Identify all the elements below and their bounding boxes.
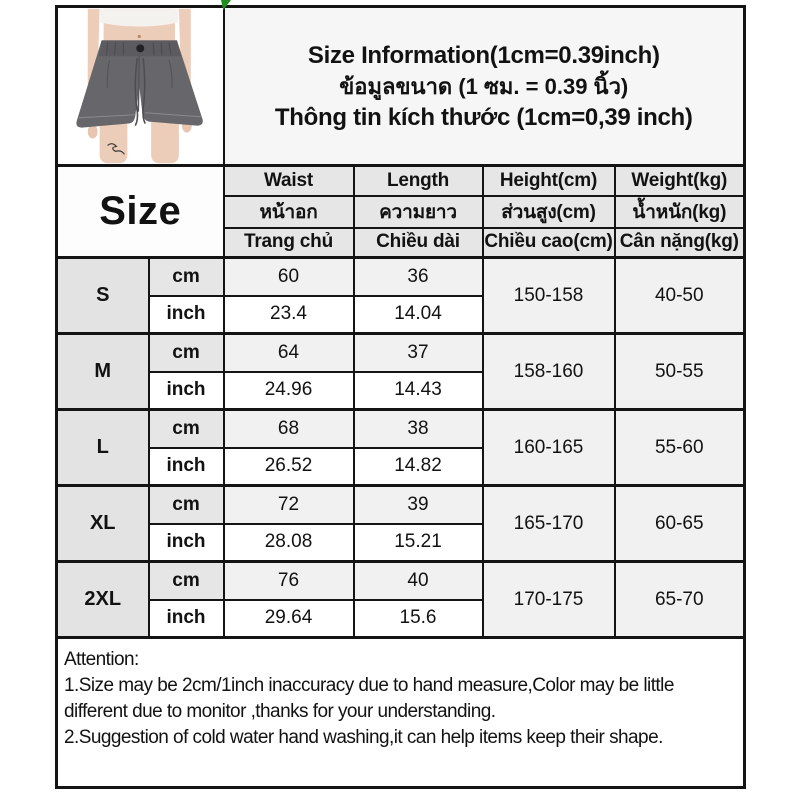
size-chart-table <box>55 5 746 789</box>
length-inch-value: 15.21 <box>354 524 483 562</box>
table-row <box>57 562 745 600</box>
waist-inch-value: 28.08 <box>224 524 354 562</box>
model-photo <box>58 8 223 164</box>
waist-inch-value: 24.96 <box>224 372 354 410</box>
title-english: Size Information(1cm=0.39inch) <box>307 41 660 69</box>
height-range-value: 165-170 <box>483 486 615 562</box>
length-inch-value: 14.04 <box>354 296 483 334</box>
title-vietnamese: Thông tin kích thước (1cm=0,39 inch) <box>274 103 693 131</box>
attention-heading: Attention: <box>64 649 139 670</box>
unit-cm-label: cm <box>149 258 224 296</box>
size-label-s: S <box>57 258 149 334</box>
waist-inch-value: 29.64 <box>224 600 354 638</box>
waist-cm-value: 68 <box>224 410 354 448</box>
length-inch-value: 15.6 <box>354 600 483 638</box>
header-weight-vi: Cân nặng(kg) <box>615 228 745 258</box>
unit-inch-label: inch <box>149 600 224 638</box>
size-label-xl: XL <box>57 486 149 562</box>
unit-cm-label: cm <box>149 334 224 372</box>
header-weight-th: น้ำหนัก(kg) <box>615 196 745 228</box>
table-row <box>57 334 745 372</box>
waist-cm-value: 60 <box>224 258 354 296</box>
length-inch-value: 14.82 <box>354 448 483 486</box>
product-photo-cell <box>57 7 224 166</box>
title-thai: ข้อมูลขนาด (1 ซม. = 0.39 นิ้ว) <box>339 73 629 99</box>
header-length-vi: Chiều dài <box>354 228 483 258</box>
waist-inch-value: 23.4 <box>224 296 354 334</box>
height-range-value: 150-158 <box>483 258 615 334</box>
unit-cm-label: cm <box>149 486 224 524</box>
header-waist-th: หน้าอก <box>224 196 354 228</box>
unit-inch-label: inch <box>149 296 224 334</box>
header-height-th: ส่วนสูง(cm) <box>483 196 615 228</box>
size-corner-label: Size <box>57 166 224 258</box>
header-height-en: Height(cm) <box>483 166 615 196</box>
unit-cm-label: cm <box>149 410 224 448</box>
size-label-2xl: 2XL <box>57 562 149 638</box>
size-label-l: L <box>57 410 149 486</box>
length-cm-value: 38 <box>354 410 483 448</box>
header-waist-vi: Trang chủ <box>224 228 354 258</box>
unit-inch-label: inch <box>149 524 224 562</box>
header-waist-en: Waist <box>224 166 354 196</box>
height-range-value: 158-160 <box>483 334 615 410</box>
height-range-value: 160-165 <box>483 410 615 486</box>
waist-cm-value: 64 <box>224 334 354 372</box>
attention-line-2: 2.Suggestion of cold water hand washing,it can help items keep their shape. <box>64 727 663 748</box>
length-cm-value: 37 <box>354 334 483 372</box>
size-label-m: M <box>57 334 149 410</box>
weight-range-value: 50-55 <box>615 334 745 410</box>
length-cm-value: 40 <box>354 562 483 600</box>
waist-inch-value: 26.52 <box>224 448 354 486</box>
height-range-value: 170-175 <box>483 562 615 638</box>
table-row <box>57 258 745 296</box>
weight-range-value: 55-60 <box>615 410 745 486</box>
unit-cm-label: cm <box>149 562 224 600</box>
header-weight-en: Weight(kg) <box>615 166 745 196</box>
weight-range-value: 60-65 <box>615 486 745 562</box>
waist-cm-value: 76 <box>224 562 354 600</box>
length-cm-value: 36 <box>354 258 483 296</box>
unit-inch-label: inch <box>149 372 224 410</box>
header-height-vi: Chiều cao(cm) <box>483 228 615 258</box>
length-inch-value: 14.43 <box>354 372 483 410</box>
weight-range-value: 40-50 <box>615 258 745 334</box>
weight-range-value: 65-70 <box>615 562 745 638</box>
header-length-en: Length <box>354 166 483 196</box>
waist-cm-value: 72 <box>224 486 354 524</box>
attention-line-1: 1.Size may be 2cm/1inch inaccuracy due to hand measure,Color may be little different due to monitor ,thanks for your understanding. <box>64 675 674 722</box>
header-length-th: ความยาว <box>354 196 483 228</box>
length-cm-value: 39 <box>354 486 483 524</box>
attention-note <box>57 638 745 788</box>
title-block <box>224 7 745 166</box>
table-row <box>57 486 745 524</box>
table-row <box>57 410 745 448</box>
unit-inch-label: inch <box>149 448 224 486</box>
